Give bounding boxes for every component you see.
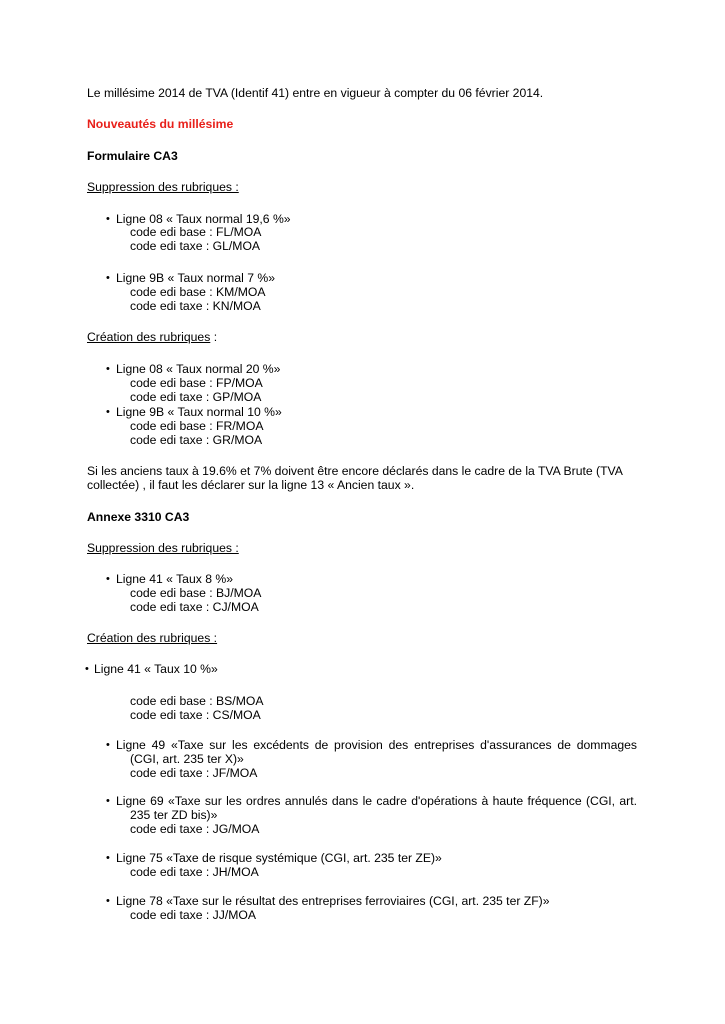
- list-item-base: code edi base : BJ/MOA: [130, 586, 262, 600]
- bullet-icon: •: [106, 852, 110, 864]
- list-item-tax: code edi taxe : JJ/MOA: [130, 908, 256, 922]
- bullet-icon: •: [106, 795, 110, 807]
- form-creation-label-text: Création des rubriques: [87, 330, 211, 344]
- list-item-line: Ligne 9B « Taux normal 7 %»: [116, 271, 275, 285]
- list-item-tax: code edi taxe : GP/MOA: [130, 390, 262, 404]
- annex-title: Annexe 3310 CA3: [87, 510, 190, 524]
- form-ca3-title: Formulaire CA3: [87, 149, 178, 163]
- list-item-base: code edi base : BS/MOA: [130, 694, 264, 708]
- list-item-base: code edi base : FP/MOA: [130, 376, 263, 390]
- bullet-icon: •: [106, 573, 110, 585]
- list-item-tax: code edi taxe : JH/MOA: [130, 865, 259, 879]
- list-item-line: Ligne 49 «Taxe sur les excédents de provision des entreprises d'assurances de dommages: [116, 738, 637, 752]
- list-item-line-cont: 235 ter ZD bis)»: [130, 808, 218, 822]
- form-suppression-label: Suppression des rubriques :: [87, 180, 239, 194]
- list-item-line: Ligne 41 « Taux 10 %»: [94, 662, 218, 676]
- note-line-1: Si les anciens taux à 19.6% et 7% doivent être encore déclarés dans le cadre de la TVA Brute (TVA: [87, 464, 623, 478]
- list-item-line: Ligne 08 « Taux normal 19,6 %»: [116, 212, 291, 226]
- list-item-line: Ligne 9B « Taux normal 10 %»: [116, 405, 282, 419]
- note-line-2: collectée) , il faut les déclarer sur la ligne 13 « Ancien taux ».: [87, 478, 415, 492]
- bullet-icon: •: [106, 363, 110, 375]
- heading-news: Nouveautés du millésime: [87, 117, 234, 131]
- list-item-tax: code edi taxe : CS/MOA: [130, 708, 261, 722]
- bullet-icon: •: [106, 213, 110, 225]
- list-item-tax: code edi taxe : JF/MOA: [130, 766, 258, 780]
- bullet-icon: •: [85, 663, 89, 675]
- bullet-icon: •: [106, 739, 110, 751]
- list-item-tax: code edi taxe : KN/MOA: [130, 299, 261, 313]
- list-item-tax: code edi taxe : CJ/MOA: [130, 600, 259, 614]
- list-item-line-cont: (CGI, art. 235 ter X)»: [130, 752, 244, 766]
- annex-creation-label: Création des rubriques :: [87, 631, 218, 645]
- list-item-base: code edi base : KM/MOA: [130, 285, 266, 299]
- list-item-line: Ligne 75 «Taxe de risque systémique (CGI, art. 235 ter ZE)»: [116, 851, 442, 865]
- bullet-icon: •: [106, 406, 110, 418]
- form-creation-colon: :: [210, 330, 218, 344]
- bullet-icon: •: [106, 272, 110, 284]
- list-item-base: code edi base : FL/MOA: [130, 225, 262, 239]
- list-item-line: Ligne 08 « Taux normal 20 %»: [116, 362, 281, 376]
- list-item-line: Ligne 69 «Taxe sur les ordres annulés dans le cadre d'opérations à haute fréquence (CGI, art.: [116, 794, 637, 808]
- list-item-line: Ligne 41 « Taux 8 %»: [116, 572, 233, 586]
- list-item-tax: code edi taxe : JG/MOA: [130, 822, 260, 836]
- form-creation-label: [87, 330, 217, 344]
- list-item-base: code edi base : FR/MOA: [130, 419, 264, 433]
- list-item-tax: code edi taxe : GL/MOA: [130, 239, 261, 253]
- list-item-line: Ligne 78 «Taxe sur le résultat des entreprises ferroviaires (CGI, art. 235 ter ZF)»: [116, 894, 550, 908]
- bullet-icon: •: [106, 895, 110, 907]
- intro-paragraph: Le millésime 2014 de TVA (Identif 41) entre en vigueur à compter du 06 février 2014.: [87, 86, 544, 100]
- annex-suppression-label: Suppression des rubriques :: [87, 541, 239, 555]
- list-item-tax: code edi taxe : GR/MOA: [130, 433, 263, 447]
